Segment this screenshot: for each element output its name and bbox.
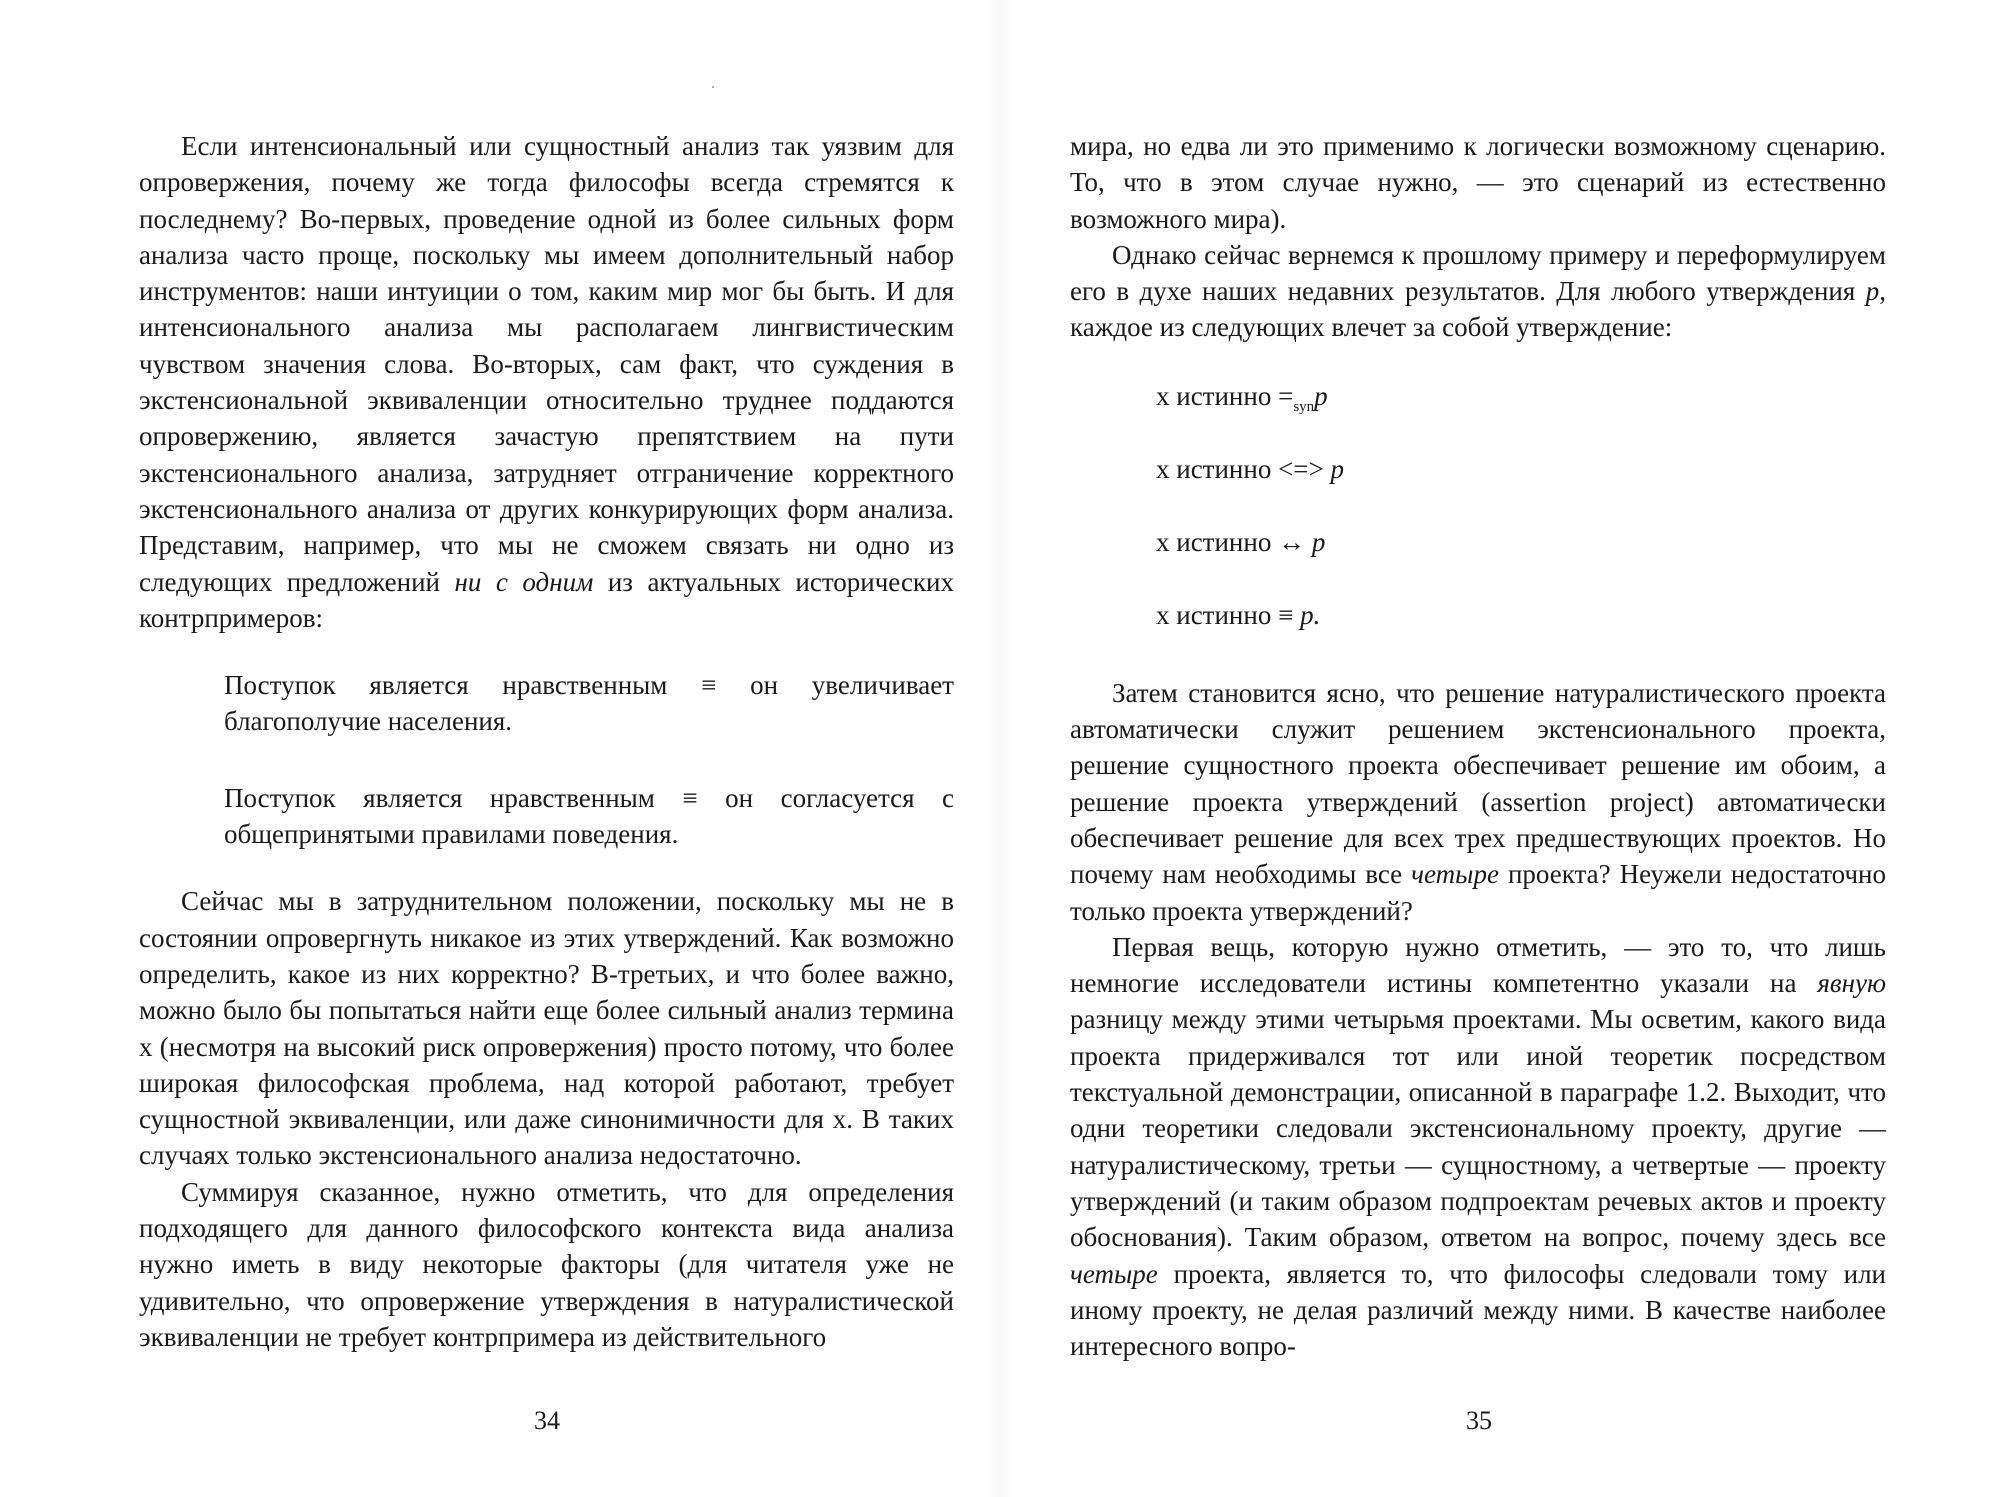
emphasis-text: явную xyxy=(1817,968,1886,999)
emphasis-text: четыре xyxy=(1411,859,1499,890)
example-statement-2: Поступок является нравственным ≡ он согласуется с общепринятыми правилами поведения. xyxy=(224,782,954,850)
left-paragraph-1: Если интенсиональный или сущностный анализ так уязвим для опровержения, почему же тогда философы всегда стремятся к последнему? Во-первых, проведение одной из более сильных форм анализа часто проще, поскольку мы имеем дополнительный набор инструментов: наши интуиции о том, каким мир мог бы быть. И для интенсионального анализа мы располагаем лингвистическим чувством значения слова. Во-вторых, сам факт, что суждения в экстенсиональной эквиваленции относительно труднее поддаются опровержению, является зачастую препятствием на пути экстенсионального анализа, затрудняет отграничение корректного экстенсионального анализа от других конкурирующих форм анализа. Представим, например, что мы не сможем связать ни одно из следующих предложений ни с одним из актуальных исторических контрпримеров: xyxy=(139,131,954,633)
right-paragraph-3: Затем становится ясно, что решение натуралистического проекта автоматически служит решением экстенсионального проекта, решение сущностного проекта обеспечивает решение им обоим, а решение проекта утверждений (assertion project) автоматически обеспечивает решение для всех трех предшествующих проектов. Но почему нам необходимы все четыре проекта? Неужели недостаточно только проекта утверждений? xyxy=(1070,677,1886,926)
emphasis-text: ни с одним xyxy=(454,566,594,597)
formula-4: x истинно ≡ p. xyxy=(1156,599,1321,630)
left-paragraph-2: Сейчас мы в затруднительном положении, поскольку мы не в состоянии опровергнуть никакое из этих утверждений. Как возможно определить, какое из них корректно? В-третьих, и что более важно, можно было бы попытаться найти еще более сильный анализ термина x (несмотря на высокий риск опровержения) просто потому, что более широкая философская проблема, над которой работают, требует сущностной эквиваленции, или даже синонимичности для x. В таких случаях только экстенсионального анализа недостаточно. xyxy=(139,886,954,1171)
right-paragraph-2: Однако сейчас вернемся к прошлому примеру и переформулируем его в духе наших недавних результатов. Для любого утверждения p, каждое из следующих влечет за собой утверждение: xyxy=(1070,239,1886,343)
page-number-right: 35 xyxy=(1466,1406,1492,1435)
left-page-text xyxy=(139,128,954,1355)
right-page-text xyxy=(1070,128,1886,1364)
formula-list xyxy=(1156,378,1886,641)
left-paragraph-3: Суммируя сказанное, нужно отметить, что для определения подходящего для данного философского контекста вида анализа нужно иметь в виду некоторые факторы (для читателя уже не удивительно, что опровержение утверждения в натуралистической эквиваленции не требует контрпримера из действительного xyxy=(139,1176,954,1352)
example-statements xyxy=(224,667,954,852)
formula-2: x истинно <=> p xyxy=(1156,453,1345,484)
emphasis-text: четыре xyxy=(1070,1258,1158,1289)
example-statement-1: Поступок является нравственным ≡ он увеличивает благополучие населения. xyxy=(224,670,954,737)
formula-3: x истинно ↔ p xyxy=(1156,526,1326,557)
page-number-left: 34 xyxy=(534,1406,560,1435)
right-paragraph-1: мира, но едва ли это применимо к логически возможному сценарию. То, что в этом случае нужно, — это сценарий из естественно возможного мира). xyxy=(1070,131,1886,234)
variable-p: p xyxy=(1865,276,1880,307)
formula-1: x истинно $=_{syn}p$ xyxy=(1156,380,1328,415)
right-paragraph-4: Первая вещь, которую нужно отметить, — это то, что лишь немногие исследователи истины компетентно указали на явную разницу между этими четырьмя проектами. Мы осветим, какого вида проекта придерживался тот или иной теоретик посредством текстуальной демонстрации, описанной в параграфе 1.2. Выходит, что одни теоретики следовали экстенсиональному проекту, другие — натуралистическому, третьи — сущностному, а четвертые — проекту утверждений (и таким образом подпроектам речевых актов и проекту обоснования). Таким образом, ответом на вопрос, почему здесь все четыре проекта, является то, что философы следовали тому или иному проекту, не делая различий между ними. В качестве наиболее интересного вопро- xyxy=(1070,931,1886,1362)
right-page xyxy=(1000,0,2000,1497)
